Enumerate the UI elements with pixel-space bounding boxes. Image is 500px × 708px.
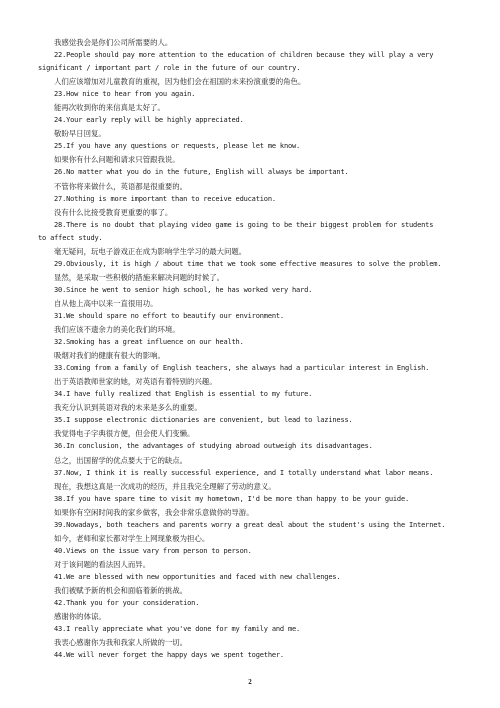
chinese-translation-line: 显然，是采取一些积极的措施来解决问题的时候了。 bbox=[54, 272, 224, 282]
english-sentence-line: 39.Nowadays, both teachers and parents worry a great deal about the student's using the Internet. bbox=[54, 520, 446, 529]
english-sentence-line: 38.If you have spare time to visit my hometown, I'd be more than happy to be your guide. bbox=[54, 494, 410, 503]
chinese-translation-line: 人们应该增加对儿童教育的重视，因为他们会在祖国的未来扮演重要的角色。 bbox=[54, 77, 306, 87]
chinese-translation-line: 我衷心感谢你为我和我家人所做的一切。 bbox=[54, 638, 188, 648]
english-sentence-line: significant / important part / role in the future of our country. bbox=[38, 64, 301, 73]
english-sentence-line: 23.How nice to hear from you again. bbox=[54, 90, 196, 99]
english-sentence-line: 35.I suppose electronic dictionaries are convenient, but lead to laziness. bbox=[54, 416, 353, 425]
english-sentence-line: to affect study. bbox=[38, 233, 103, 242]
english-sentence-line: 32.Smoking has a great influence on our health. bbox=[54, 338, 244, 347]
english-sentence-line: 22.People should pay more attention to the education of children because they will play a very bbox=[54, 51, 434, 60]
english-sentence-line: 41.We are blessed with new opportunities and faced with new challenges. bbox=[54, 572, 341, 581]
english-sentence-line: 31.We should spare no effort to beautify our environment. bbox=[54, 311, 284, 320]
chinese-translation-line: 我们被赋予新的机会和面临着新的挑战。 bbox=[54, 585, 188, 595]
chinese-translation-line: 如果你有空闲时间我的家乡做客，我会非常乐意做你的导游。 bbox=[54, 507, 254, 517]
chinese-translation-line: 毫无疑问，玩电子游戏正在成为影响学生学习的最大问题。 bbox=[54, 246, 247, 256]
chinese-translation-line: 敬盼早日回复。 bbox=[54, 129, 106, 139]
english-sentence-line: 42.Thank you for your consideration. bbox=[54, 599, 200, 608]
english-sentence-line: 33.Coming from a family of English teachers, she always had a particular interest in English. bbox=[54, 364, 430, 373]
chinese-translation-line: 不管你将来做什么，英语都是很重要的。 bbox=[54, 181, 188, 191]
english-sentence-line: 37.Now, I think it is really successful experience, and I totally understand what labor means. bbox=[54, 468, 434, 477]
english-sentence-line: 40.Views on the issue vary from person to person. bbox=[54, 546, 252, 555]
chinese-translation-line: 我觉得电子字典很方便，但会使人们变懒。 bbox=[54, 429, 195, 439]
english-sentence-line: 24.Your early reply will be highly appreciated. bbox=[54, 116, 244, 125]
english-sentence-line: 30.Since he went to senior high school, he has worked very hard. bbox=[54, 285, 313, 294]
chinese-translation-line: 我感觉我会是你们公司所需要的人。 bbox=[54, 38, 173, 47]
chinese-translation-line: 没有什么比接受教育更重要的事了。 bbox=[54, 207, 173, 217]
chinese-translation-line: 现在，我想这真是一次成功的经历，并且我完全理解了劳动的意义。 bbox=[54, 481, 276, 491]
english-sentence-line: 26.No matter what you do in the future, English will always be important. bbox=[54, 168, 349, 177]
chinese-translation-line: 出于英语教师世家的她，对英语有着特别的兴趣。 bbox=[54, 377, 217, 387]
english-sentence-line: 43.I really appreciate what you've done for my family and me. bbox=[54, 625, 301, 634]
chinese-translation-line: 能再次收到你的来信真是太好了。 bbox=[54, 103, 165, 113]
chinese-translation-line: 我充分认识到英语对我的未来是多么的重要。 bbox=[54, 403, 202, 413]
chinese-translation-line: 总之，出国留学的优点要大于它的缺点。 bbox=[54, 455, 188, 465]
chinese-translation-line: 如今，老师和家长都对学生上网现象极为担心。 bbox=[54, 533, 210, 543]
english-sentence-line: 27.Nothing is more important than to receive education. bbox=[54, 194, 276, 203]
english-sentence-line: 36.In conclusion, the advantages of studying abroad outweigh its disadvantages. bbox=[54, 442, 373, 451]
chinese-translation-line: 感谢你的体谅。 bbox=[54, 612, 106, 622]
chinese-translation-line: 对于该问题的看法因人而异。 bbox=[54, 559, 151, 569]
english-sentence-line: 34.I have fully realized that English is essential to my future. bbox=[54, 390, 313, 399]
english-sentence-line: 29.Obviously, it is high / about time that we took some effective measures to solve the problem. bbox=[54, 259, 442, 268]
english-sentence-line: 44.We will never forget the happy days we spent together. bbox=[54, 651, 284, 660]
chinese-translation-line: 自从他上高中以来一直很用功。 bbox=[54, 298, 158, 308]
chinese-translation-line: 如果你有什么问题和请求只管跟我说。 bbox=[54, 155, 180, 165]
chinese-translation-line: 我们应该不遗余力的美化我们的环境。 bbox=[54, 325, 180, 335]
page-number: 2 bbox=[248, 678, 252, 686]
english-sentence-line: 25.If you have any questions or requests, please let me know. bbox=[54, 142, 301, 151]
chinese-translation-line: 吸烟对我们的健康有很大的影响。 bbox=[54, 351, 165, 361]
document-body bbox=[38, 36, 466, 662]
english-sentence-line: 28.There is no doubt that playing video game is going to be their biggest problem for students bbox=[54, 220, 434, 229]
